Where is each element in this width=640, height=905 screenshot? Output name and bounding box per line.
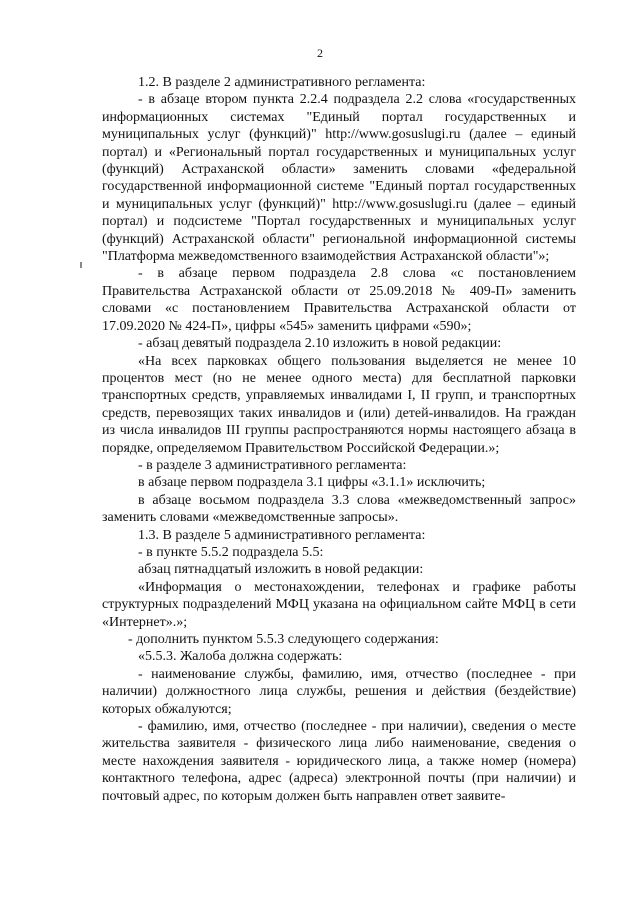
paragraph-5-5-3-heading: «5.5.3. Жалоба должна содержать: <box>138 649 343 665</box>
page-number: 2 <box>317 46 323 60</box>
paragraph-complaint-applicant: - фамилию, имя, отчество (последнее - при наличии), сведения о месте жительства заявителя - физического лица либо наименование, сведения о месте нахождения заявителя - юридического лица, а также номер (номера) контактного телефона, адрес (адреса) электронной почты (при наличии) и почтовый адрес, по которым должен быть направлен ответ заявите- <box>102 719 576 804</box>
paragraph-mfc-quote: «Информация о местонахождении, телефонах и графике работы структурных подразделений МФЦ указана на официальном сайте МФЦ в сети «Интернет».»; <box>102 579 576 630</box>
paragraph-section-3: - в разделе 3 административного регламента: <box>138 457 407 473</box>
paragraph-item-3-3: в абзаце восьмом подраздела 3.3 слова «межведомственный запрос» заменить словами «межведомственные запросы». <box>102 492 576 526</box>
paragraph-complaint-service: - наименование службы, фамилию, имя, отчество (последнее - при наличии) должностного лица службы, решения и действия (бездействие) которых обжалуются; <box>102 666 576 717</box>
paragraph-1-2-heading: 1.2. В разделе 2 административного регламента: <box>138 75 426 90</box>
paragraph-item-5-5-2: - в пункте 5.5.2 подраздела 5.5: <box>138 544 324 560</box>
document-body <box>102 74 576 805</box>
paragraph-item-2-8: - в абзаце первом подраздела 2.8 слова «с постановлением Правительства Астраханской области от 25.09.2018 № 409-П» заменить словами «с постановлением Правительства Астраханской области от 17.09.2020 № 424-П», цифры «545» заменить цифрами «590»; <box>102 266 576 334</box>
paragraph-add-5-5-3: - дополнить пунктом 5.5.3 следующего содержания: <box>128 632 439 647</box>
margin-mark <box>80 262 82 268</box>
paragraph-item-2-2-4: - в абзаце втором пункта 2.2.4 подраздела 2.2 слова «государственных информационных системах "Единый портал государственных и муниципальных услуг (функций)" http://www.gosuslugi.ru (далее – единый портал) и «Региональный портал государственных и муниципальных услуг (функций) Астраханской области» заменить словами «федеральной государственной информационной системе "Единый портал государственных и муниципальных услуг (функций)" http://www.gosuslugi.ru (далее – единый портал) и подсистеме "Портал государственных и муниципальных услуг (функций) Астраханской области" региональной информационной системы "Платформа межведомственного взаимодействия Астраханской области"»; <box>102 92 576 265</box>
paragraph-item-2-10: - абзац девятый подраздела 2.10 изложить в новой редакции: <box>138 336 502 352</box>
paragraph-fifteenth: абзац пятнадцатый изложить в новой редакции: <box>138 562 424 578</box>
paragraph-1-3-heading: 1.3. В разделе 5 административного регламента: <box>138 527 426 543</box>
paragraph-parking-quote: «На всех парковках общего пользования выделяется не менее 10 процентов мест (но не менее одного места) для бесплатной парковки транспортных средств, управляемых инвалидами I, II групп, и транспортных средств, перевозящих таких инвалидов и (или) детей-инвалидов. На граждан из числа инвалидов III группы распространяются нормы настоящего абзаца в порядке, определяемом Правительством Российской Федерации.»; <box>102 353 576 456</box>
paragraph-item-3-1: в абзаце первом подраздела 3.1 цифры «3.1.1» исключить; <box>138 475 486 491</box>
